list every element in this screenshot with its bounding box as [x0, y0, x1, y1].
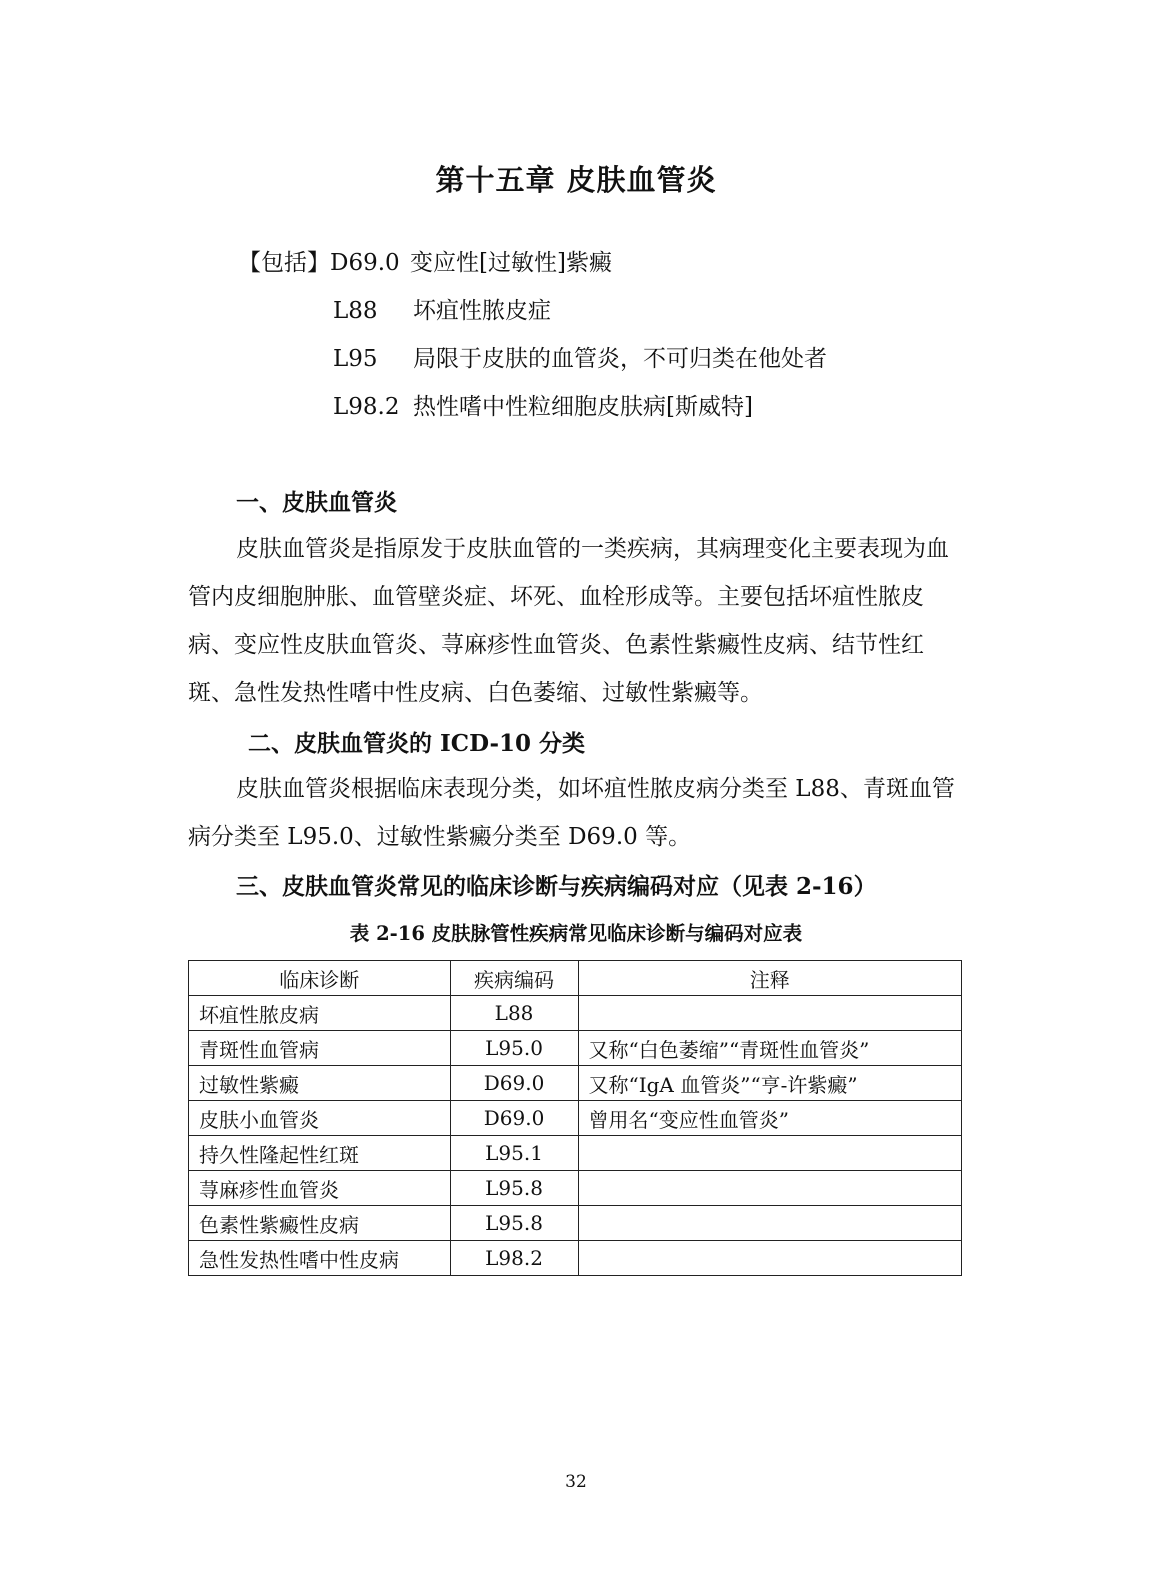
includes-item — [238, 244, 612, 277]
code-cell: L88 — [450, 996, 578, 1031]
paragraph-text: 皮肤血管炎是指原发于皮肤血管的一类疾病，其病理变化主要表现为血管内皮细胞肿胀、血管壁炎症、坏死、血栓形成等。主要包括坏疽性脓皮病、变应性皮肤血管炎、荨麻疹性血管炎、色素性紫癜性皮病、结节性红斑、急性发热性嗜中性皮病、白色萎缩、过敏性紫癜等。 — [188, 536, 949, 706]
diagnosis-cell: 青斑性血管病 — [189, 1031, 451, 1066]
includes-item — [333, 340, 827, 373]
code-cell: L95.8 — [450, 1206, 578, 1241]
section-heading: 一、皮肤血管炎 — [236, 489, 397, 516]
page-number: 32 — [565, 1472, 587, 1492]
note-cell — [578, 996, 962, 1031]
paragraph-text: 皮肤血管炎根据临床表现分类，如坏疽性脓皮病分类至 L88、青斑血管病分类至 L95.0、过敏性紫癜分类至 D69.0 等。 — [188, 776, 955, 850]
icd-name: 坏疽性脓皮症 — [413, 298, 551, 324]
includes-item — [333, 388, 753, 421]
diagnosis-code-table — [188, 960, 962, 1276]
icd-code: D69.0 — [330, 250, 400, 276]
table-row — [189, 1031, 962, 1066]
code-cell: L95.0 — [450, 1031, 578, 1066]
column-header: 临床诊断 — [189, 961, 451, 996]
note-cell — [578, 1241, 962, 1276]
diagnosis-cell: 持久性隆起性红斑 — [189, 1136, 451, 1171]
table-row — [189, 1206, 962, 1241]
diagnosis-cell: 皮肤小血管炎 — [189, 1101, 451, 1136]
icd-name: 变应性[过敏性]紫癜 — [410, 250, 612, 276]
icd-name: 热性嗜中性粒细胞皮肤病[斯威特] — [413, 394, 753, 420]
note-cell — [578, 1171, 962, 1206]
table-row — [189, 996, 962, 1031]
diagnosis-cell: 色素性紫癜性皮病 — [189, 1206, 451, 1241]
note-cell — [578, 1136, 962, 1171]
column-header: 注释 — [578, 961, 962, 996]
note-cell: 又称“白色萎缩”“青斑性血管炎” — [578, 1031, 962, 1066]
column-header: 疾病编码 — [450, 961, 578, 996]
icd-code: L98.2 — [333, 394, 400, 420]
chapter-title: 第十五章 皮肤血管炎 — [435, 163, 717, 197]
section-heading: 三、皮肤血管炎常见的临床诊断与疾病编码对应（见表 2-16） — [236, 873, 877, 900]
includes-item — [333, 292, 551, 325]
icd-code: L95 — [333, 346, 378, 372]
code-cell: D69.0 — [450, 1101, 578, 1136]
table-header-row — [189, 961, 962, 996]
diagnosis-cell: 坏疽性脓皮病 — [189, 996, 451, 1031]
table-row — [189, 1136, 962, 1171]
diagnosis-cell: 荨麻疹性血管炎 — [189, 1171, 451, 1206]
table-row — [189, 1066, 962, 1101]
diagnosis-cell: 急性发热性嗜中性皮病 — [189, 1241, 451, 1276]
icd-code: L88 — [333, 298, 378, 324]
section-heading: 二、皮肤血管炎的 ICD-10 分类 — [248, 730, 586, 757]
includes-label: 【包括】 — [238, 250, 330, 276]
code-cell: L95.1 — [450, 1136, 578, 1171]
table-caption: 表 2-16 皮肤脉管性疾病常见临床诊断与编码对应表 — [349, 922, 803, 945]
note-cell: 曾用名“变应性血管炎” — [578, 1101, 962, 1136]
code-cell: L95.8 — [450, 1171, 578, 1206]
note-cell: 又称“IgA 血管炎”“亨-许紫癜” — [578, 1066, 962, 1101]
code-cell: L98.2 — [450, 1241, 578, 1276]
icd-name: 局限于皮肤的血管炎，不可归类在他处者 — [413, 346, 827, 372]
note-cell — [578, 1206, 962, 1241]
section-paragraph — [188, 765, 958, 861]
section-paragraph — [188, 525, 958, 717]
code-cell: D69.0 — [450, 1066, 578, 1101]
table-row — [189, 1241, 962, 1276]
diagnosis-cell: 过敏性紫癜 — [189, 1066, 451, 1101]
table-row — [189, 1171, 962, 1206]
table-row — [189, 1101, 962, 1136]
